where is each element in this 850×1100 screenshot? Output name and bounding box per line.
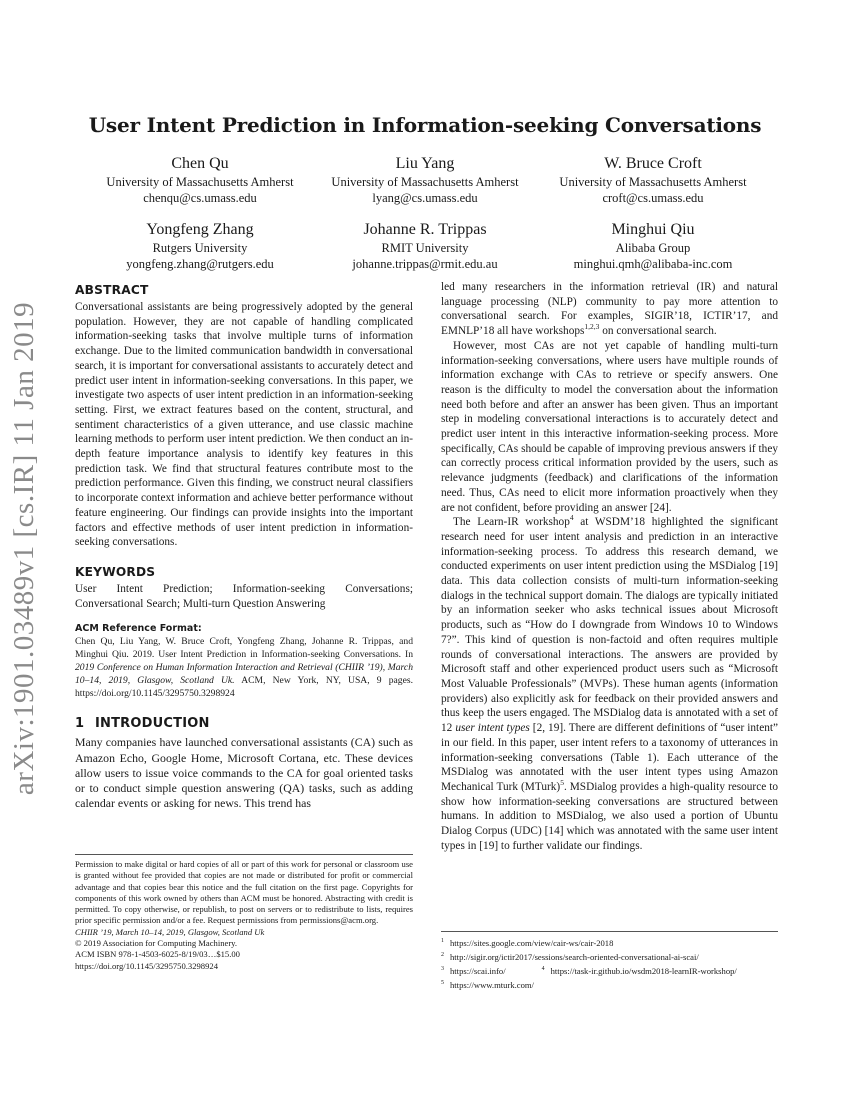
acm-reference-authors: Chen Qu, Liu Yang, W. Bruce Croft, Yongfeng Zhang, Johanne R. Trippas, and Minghui Qiu. 2019. User Intent Prediction in Information-seeking Conversations. In [75, 636, 413, 661]
author-name: Liu Yang [395, 155, 455, 172]
copyright-venue [75, 927, 413, 938]
arxiv-identifier [0, 303, 50, 793]
footnote [441, 964, 778, 978]
body-paragraph [441, 515, 778, 853]
acm-reference-publisher: ACM, New York, NY, USA, 9 pages. https://doi.org/10.1145/3295750.3298924 [75, 675, 413, 700]
footnote-link[interactable]: https://task-ir.github.io/wsdm2018-learnIR-workshop/ [550, 966, 737, 976]
body-paragraph [441, 280, 778, 339]
footnote-marker: 4 [569, 513, 574, 523]
author-block [300, 154, 550, 206]
acm-reference-venue: 2019 Conference on Human Information Interaction and Retrieval (CHIIR ’19), March 10–14, 2019, Glasgow, Scotland Uk. [75, 662, 413, 687]
section-number: 1 [75, 716, 85, 732]
footnote-link[interactable]: https://sites.google.com/view/cair-ws/cair-2018 [450, 938, 614, 948]
abstract-text: Conversational assistants are being progressively adopted by the general population. However, they are not capable of handling complicated information-seeking tasks that involve multiple turns of information exchange. Due to the limited communication bandwidth in conversational search, it is important for conversational assistants to accurately detect and predict user intent in information-seeking conversations. In this paper, we investigate two aspects of user intent prediction in an information-seeking setting. First, we extract features based on the content, structural, and sentiment characteristics of a given utterance, and use classic machine learning methods to perform user intent prediction. We then conduct an in-depth feature importance analysis to identify key features in this prediction task. We find that structural features contribute most to the prediction performance. Given this finding, we construct neural classifiers to incorporate context information and achieve better performance without feature engineering. Our findings can provide insights into the important factors and effective methods of user intent prediction in information-seeking conversations. [75, 301, 413, 549]
author-name: Johanne R. Trippas [363, 221, 487, 238]
introduction-text: Many companies have launched conversational assistants (CA) such as Amazon Echo, Google Home, Microsoft Cortana, etc. These devices allow users to issue voice commands to the CA for goal oriented tasks or to conduct simple question answering (QA) tasks, such as adding calendar events or asking for news. This trend has [75, 735, 413, 811]
paragraph-text: on conversational search. [599, 325, 717, 338]
author-name: W. Bruce Croft [604, 155, 702, 172]
author-email: johanne.trippas@rmit.edu.au [352, 257, 498, 271]
author-affiliation: RMIT University [381, 241, 469, 255]
copyright-isbn: ACM ISBN 978-1-4503-6025-8/19/03…$15.00 [75, 949, 240, 960]
paper-title: User Intent Prediction in Information-seeking Conversations [88, 113, 762, 137]
acm-reference-text [75, 635, 413, 700]
right-column [441, 280, 778, 853]
footnote [441, 950, 778, 964]
author-block [75, 154, 325, 206]
copyright-permission-text: Permission to make digital or hard copies of all or part of this work for personal or classroom use is granted without fee provided that copies are not made or distributed for profit or commercial advantage and that copies bear this notice and the full citation on the first page. Copyrights for components of this work owned by others than ACM must be honored. Abstracting with credit is permitted. To copy otherwise, or republish, to post on servers or to redistribute to lists, requires prior specific permission and/or a fee. Request permissions from permissions@acm.org. [75, 859, 413, 926]
author-name: Minghui Qiu [611, 221, 695, 238]
section-title: INTRODUCTION [95, 716, 210, 732]
footnote-number: 4 [541, 966, 545, 973]
author-affiliation: Alibaba Group [615, 241, 691, 255]
copyright-notice [75, 854, 413, 972]
copyright-venue-text: CHIIR ’19, March 10–14, 2019, Glasgow, Scotland Uk [75, 926, 265, 937]
footnote-number: 1 [441, 938, 444, 945]
paragraph-text: at WSDM’18 highlighted the significant research need for user intent analysis and prediction in an interactive information-seeking process. To address this research demand, we conducted experiments on user intent prediction using the MSDialog [19] data. This data collection consists of multi-turn information-seeking dialogs in the technical support domain. The dialogs are typically initiated by an information seeker who asks technical issues about Microsoft products, such as “How do I downgrade from Windows 10 to Windows 7?”. This kind of question is non-factoid and often requires multiple rounds of conversational interactions. The answers are provided by Microsoft staff and other experienced product users such as “Microsoft Most Valuable Professionals” (MVPs). These human agents (information providers) also explicitly ask for feedback on their provided answers and thus keep the users engaged. The MSDialog data is annotated with a set of 12 [441, 516, 778, 735]
footnote-number: 5 [441, 980, 444, 987]
author-block [75, 220, 325, 272]
keywords-heading: KEYWORDS [75, 564, 156, 579]
author-affiliation: Rutgers University [152, 241, 248, 255]
author-block [528, 154, 778, 206]
footnote-marker: 1,2,3 [584, 322, 600, 332]
footnote [441, 978, 778, 992]
author-affiliation: University of Massachusetts Amherst [331, 175, 519, 189]
author-email: croft@cs.umass.edu [602, 191, 704, 205]
author-name: Yongfeng Zhang [146, 221, 254, 238]
author-email: chenqu@cs.umass.edu [143, 191, 257, 205]
footnote-link[interactable]: https://scai.info/ [450, 966, 506, 976]
footnote-link[interactable]: http://sigir.org/ictir2017/sessions/search-oriented-conversational-ai-scai/ [450, 952, 699, 962]
footnote-number: 3 [441, 966, 444, 973]
copyright-doi: https://doi.org/10.1145/3295750.3298924 [75, 960, 218, 971]
author-email: lyang@cs.umass.edu [372, 191, 478, 205]
introduction-heading [75, 716, 413, 732]
author-block [528, 220, 778, 272]
author-name: Chen Qu [171, 155, 229, 172]
author-affiliation: University of Massachusetts Amherst [106, 175, 294, 189]
author-affiliation: University of Massachusetts Amherst [559, 175, 747, 189]
paragraph-text: The Learn-IR workshop [453, 516, 570, 529]
arxiv-stamp-text: arXiv:1901.03489v1 [cs.IR] 11 Jan 2019 [8, 301, 41, 795]
footnotes [441, 931, 778, 992]
keywords-text: User Intent Prediction; Information-seeking Conversations; Conversational Search; Multi-turn Question Answering [75, 582, 413, 610]
left-column [75, 282, 413, 811]
emphasized-term: user intent types [455, 722, 530, 735]
acm-reference-heading: ACM Reference Format: [75, 623, 202, 635]
author-email: yongfeng.zhang@rutgers.edu [126, 257, 274, 271]
paragraph-text: . MSDialog provides a high-quality resource to show how information-seeking conversations are structured between humans. In addition to MSDialog, we also used a portion of Ubuntu Dialog Corpus (UDC) [14] which was annotated with the same user intent types in [19] to further validate our findings. [441, 780, 779, 852]
footnote-link[interactable]: https://www.mturk.com/ [450, 980, 534, 990]
footnote [441, 936, 778, 950]
copyright-association: © 2019 Association for Computing Machinery. [75, 938, 238, 949]
author-email: minghui.qmh@alibaba-inc.com [573, 257, 733, 271]
footnote-marker: 5 [560, 778, 564, 788]
paragraph-text: [2, 19]. There are different definitions of “user intent” in our field. In this paper, user intent refers to a taxonomy of utterances in information-seeking conversations (Table 1). Each utterance of the MSDialog was annotated with the user intent types using Amazon Mechanical Turk (MTurk) [441, 722, 779, 793]
paragraph-text: led many researchers in the information retrieval (IR) and natural language processing (NLP) community to pay more attention to conversational search. For examples, SIGIR’18, ICTIR’17, and EMNLP’18 all have workshops [441, 281, 778, 338]
abstract-heading: ABSTRACT [75, 283, 149, 297]
footnote-number: 2 [441, 952, 444, 959]
body-paragraph: However, most CAs are not yet capable of handling multi-turn information-seeking conversations, where users have multiple rounds of information exchange with CAs to retrieve or specify answers. One reason is the difficulty to model the conversation about the information need both before and after an answer has been given. Thus an important step in modeling conversational interactions is to accurately detect and predict user intent in this interactive information-seeking process. More specifically, CAs should be capable of improving previous answers if they can correctly process critical information provided by the users, such as relevance judgments (feedback) and clarifications of the information need. Thus, CAs need to elicit more information proactively when they are not confident, before providing an answer [24]. [441, 339, 778, 514]
author-block [300, 220, 550, 272]
